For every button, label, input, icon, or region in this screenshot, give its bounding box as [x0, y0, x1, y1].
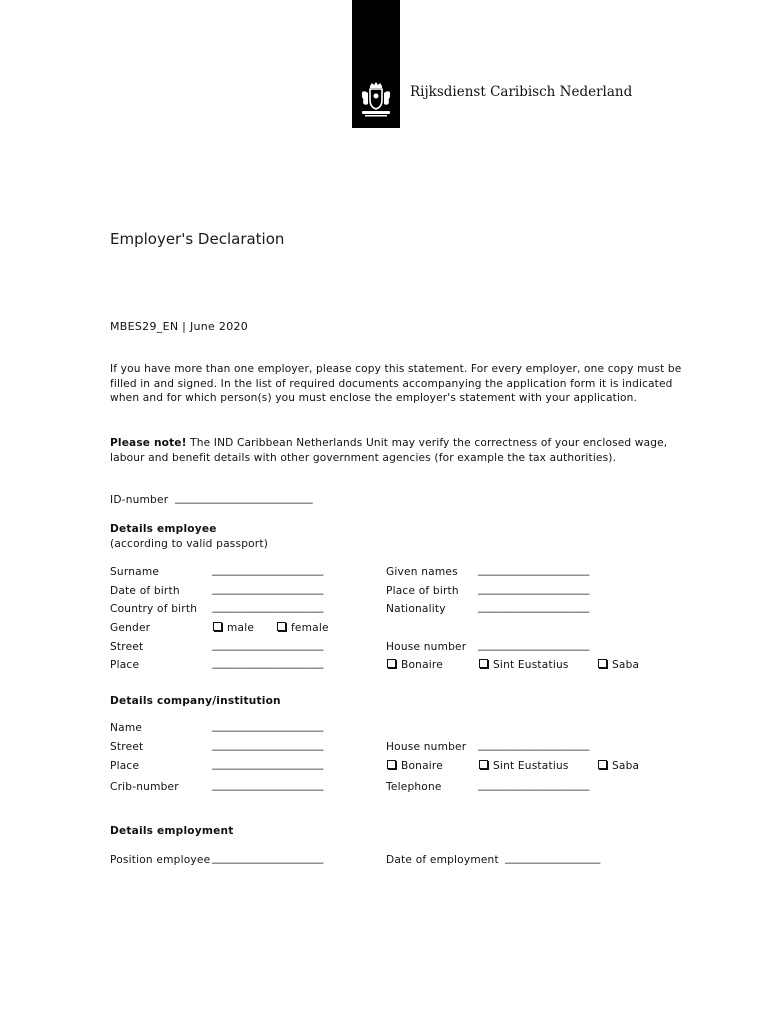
female-label: female	[291, 622, 329, 634]
id-number-label: ID-number	[110, 494, 169, 506]
surname-label: Surname	[110, 566, 160, 578]
organization-name: Rijksdienst Caribisch Nederland	[410, 84, 633, 100]
company-house-number-label: House number	[386, 741, 467, 753]
company-island-bonaire[interactable]	[387, 760, 443, 772]
employee-heading: Details employee	[110, 523, 217, 535]
position-employee-label: Position employee	[110, 854, 211, 866]
place-of-birth-field[interactable]: _____________________	[478, 583, 590, 595]
crib-number-field[interactable]: _____________________	[212, 779, 324, 791]
place-of-birth-label: Place of birth	[386, 585, 459, 597]
given-names-field[interactable]: _____________________	[478, 564, 590, 576]
date-of-employment-field[interactable]: __________________	[505, 852, 601, 864]
gender-label: Gender	[110, 622, 151, 634]
page-title: Employer's Declaration	[110, 230, 285, 248]
female-checkbox[interactable]	[277, 622, 286, 631]
saba-label: Saba	[612, 760, 640, 772]
document-code: MBES29_EN | June 2020	[110, 320, 249, 333]
street-label: Street	[110, 641, 144, 653]
note-label: Please note!	[110, 437, 187, 449]
place-field[interactable]: _____________________	[212, 657, 324, 669]
male-checkbox[interactable]	[213, 622, 222, 631]
note-paragraph	[110, 436, 682, 465]
sint-eustatius-label: Sint Eustatius	[493, 760, 569, 772]
telephone-field[interactable]: _____________________	[478, 779, 590, 791]
employment-heading: Details employment	[110, 825, 234, 837]
bonaire-label: Bonaire	[401, 760, 443, 772]
note-text: The IND Caribbean Netherlands Unit may verify the correctness of your enclosed wage, labour and benefit details with other government agencies (for example the tax authorities).	[110, 437, 668, 464]
logo-bar	[352, 0, 400, 128]
bonaire-checkbox[interactable]	[387, 760, 396, 769]
company-island-sint-eustatius[interactable]	[479, 760, 569, 772]
country-of-birth-label: Country of birth	[110, 603, 198, 615]
saba-checkbox[interactable]	[598, 659, 607, 668]
street-field[interactable]: _____________________	[212, 639, 324, 651]
saba-checkbox[interactable]	[598, 760, 607, 769]
sint-eustatius-label: Sint Eustatius	[493, 659, 569, 671]
sint-eustatius-checkbox[interactable]	[479, 760, 488, 769]
telephone-label: Telephone	[386, 781, 442, 793]
surname-field[interactable]: _____________________	[212, 564, 324, 576]
male-label: male	[227, 622, 255, 634]
date-of-employment-label: Date of employment	[386, 854, 499, 866]
date-of-birth-label: Date of birth	[110, 585, 180, 597]
gender-female-option[interactable]	[277, 622, 329, 634]
company-island-saba[interactable]	[598, 760, 639, 772]
company-place-label: Place	[110, 760, 140, 772]
saba-label: Saba	[612, 659, 640, 671]
company-house-number-field[interactable]: _____________________	[478, 739, 590, 751]
intro-paragraph: If you have more than one employer, please copy this statement. For every employer, one copy must be filled in and signed. In the list of required documents accompanying the application form it is indicated when and for which person(s) you must enclose the employer's statement with your application.	[110, 363, 682, 405]
employee-island-sint-eustatius[interactable]	[479, 659, 569, 671]
company-place-field[interactable]: _____________________	[212, 758, 324, 770]
company-street-field[interactable]: _____________________	[212, 739, 324, 751]
nationality-field[interactable]: _____________________	[478, 601, 590, 613]
nationality-label: Nationality	[386, 603, 446, 615]
country-of-birth-field[interactable]: _____________________	[212, 601, 324, 613]
crib-number-label: Crib-number	[110, 781, 179, 793]
bonaire-checkbox[interactable]	[387, 659, 396, 668]
company-name-label: Name	[110, 722, 143, 734]
sint-eustatius-checkbox[interactable]	[479, 659, 488, 668]
employee-subheading: (according to valid passport)	[110, 538, 269, 550]
id-number-field[interactable]: __________________________	[175, 492, 313, 504]
house-number-field[interactable]: _____________________	[478, 639, 590, 651]
gender-male-option[interactable]	[213, 622, 254, 634]
employee-island-bonaire[interactable]	[387, 659, 443, 671]
house-number-label: House number	[386, 641, 467, 653]
company-name-field[interactable]: _____________________	[212, 720, 324, 732]
position-employee-field[interactable]: _____________________	[212, 852, 324, 864]
date-of-birth-field[interactable]: _____________________	[212, 583, 324, 595]
bonaire-label: Bonaire	[401, 659, 443, 671]
company-heading: Details company/institution	[110, 695, 281, 707]
given-names-label: Given names	[386, 566, 458, 578]
company-street-label: Street	[110, 741, 144, 753]
place-label: Place	[110, 659, 140, 671]
employee-island-saba[interactable]	[598, 659, 639, 671]
royal-coat-of-arms-icon	[356, 80, 396, 120]
